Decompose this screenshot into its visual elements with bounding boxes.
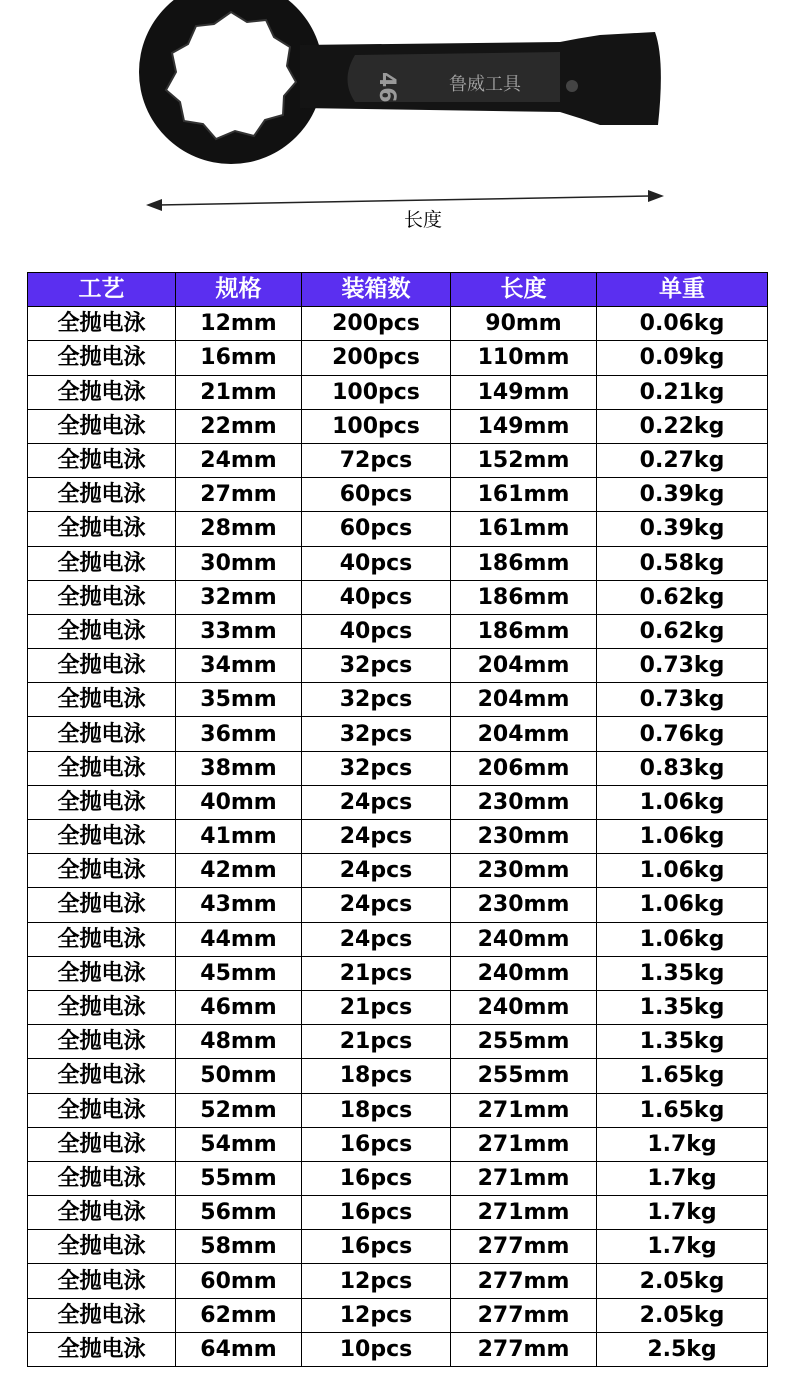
size-mark: 46: [374, 72, 399, 103]
table-row: [28, 443, 768, 477]
cell-carton-qty: 200pcs: [302, 341, 451, 375]
cell-process: 全抛电泳: [28, 375, 176, 409]
cell-length: 230mm: [451, 785, 597, 819]
cell-length: 204mm: [451, 683, 597, 717]
cell-size: 38mm: [176, 751, 302, 785]
cell-size: 34mm: [176, 649, 302, 683]
cell-carton-qty: 100pcs: [302, 375, 451, 409]
table-row: [28, 717, 768, 751]
cell-size: 50mm: [176, 1059, 302, 1093]
cell-unit-weight: 0.39kg: [597, 512, 768, 546]
cell-length: 277mm: [451, 1230, 597, 1264]
cell-carton-qty: 72pcs: [302, 443, 451, 477]
cell-carton-qty: 40pcs: [302, 580, 451, 614]
table-row: [28, 649, 768, 683]
cell-process: 全抛电泳: [28, 820, 176, 854]
cell-unit-weight: 0.09kg: [597, 341, 768, 375]
cell-length: 240mm: [451, 990, 597, 1024]
cell-carton-qty: 12pcs: [302, 1298, 451, 1332]
table-body: [28, 307, 768, 1367]
cell-unit-weight: 0.73kg: [597, 649, 768, 683]
cell-process: 全抛电泳: [28, 717, 176, 751]
cell-length: 271mm: [451, 1196, 597, 1230]
dimension-label: 长度: [403, 209, 443, 231]
table-row: [28, 375, 768, 409]
table-row: [28, 785, 768, 819]
table-row: [28, 580, 768, 614]
cell-carton-qty: 21pcs: [302, 1025, 451, 1059]
table-row: [28, 751, 768, 785]
table-row: [28, 512, 768, 546]
cell-carton-qty: 16pcs: [302, 1127, 451, 1161]
cell-carton-qty: 32pcs: [302, 683, 451, 717]
cell-size: 60mm: [176, 1264, 302, 1298]
cell-size: 24mm: [176, 443, 302, 477]
cell-unit-weight: 1.06kg: [597, 820, 768, 854]
cell-length: 204mm: [451, 717, 597, 751]
cell-carton-qty: 32pcs: [302, 751, 451, 785]
cell-length: 277mm: [451, 1332, 597, 1366]
cell-process: 全抛电泳: [28, 1264, 176, 1298]
cell-carton-qty: 24pcs: [302, 785, 451, 819]
cell-process: 全抛电泳: [28, 1161, 176, 1195]
cell-carton-qty: 16pcs: [302, 1161, 451, 1195]
cell-size: 54mm: [176, 1127, 302, 1161]
cell-unit-weight: 0.73kg: [597, 683, 768, 717]
cell-process: 全抛电泳: [28, 1093, 176, 1127]
cell-length: 186mm: [451, 546, 597, 580]
cell-length: 230mm: [451, 888, 597, 922]
cell-carton-qty: 60pcs: [302, 512, 451, 546]
cell-unit-weight: 0.27kg: [597, 443, 768, 477]
cell-size: 55mm: [176, 1161, 302, 1195]
cell-process: 全抛电泳: [28, 307, 176, 341]
wrench-product-image: [0, 0, 790, 272]
cell-size: 28mm: [176, 512, 302, 546]
cell-process: 全抛电泳: [28, 614, 176, 648]
cell-carton-qty: 21pcs: [302, 956, 451, 990]
cell-size: 46mm: [176, 990, 302, 1024]
cell-unit-weight: 0.76kg: [597, 717, 768, 751]
cell-length: 271mm: [451, 1093, 597, 1127]
cell-size: 22mm: [176, 409, 302, 443]
cell-carton-qty: 16pcs: [302, 1196, 451, 1230]
cell-unit-weight: 2.05kg: [597, 1298, 768, 1332]
cell-length: 271mm: [451, 1127, 597, 1161]
cell-carton-qty: 24pcs: [302, 820, 451, 854]
cell-process: 全抛电泳: [28, 1298, 176, 1332]
cell-length: 161mm: [451, 512, 597, 546]
cell-carton-qty: 24pcs: [302, 922, 451, 956]
cell-size: 58mm: [176, 1230, 302, 1264]
cell-carton-qty: 21pcs: [302, 990, 451, 1024]
cell-process: 全抛电泳: [28, 443, 176, 477]
cell-process: 全抛电泳: [28, 1059, 176, 1093]
cell-carton-qty: 24pcs: [302, 854, 451, 888]
cell-carton-qty: 24pcs: [302, 888, 451, 922]
cell-size: 30mm: [176, 546, 302, 580]
cell-unit-weight: 1.7kg: [597, 1230, 768, 1264]
table-row: [28, 307, 768, 341]
cell-length: 230mm: [451, 820, 597, 854]
cell-unit-weight: 1.06kg: [597, 888, 768, 922]
cell-process: 全抛电泳: [28, 1025, 176, 1059]
cell-process: 全抛电泳: [28, 1196, 176, 1230]
table-row: [28, 341, 768, 375]
table-row: [28, 1264, 768, 1298]
table-row: [28, 922, 768, 956]
cell-length: 271mm: [451, 1161, 597, 1195]
cell-process: 全抛电泳: [28, 546, 176, 580]
table-row: [28, 1093, 768, 1127]
table-header-row: [28, 273, 768, 307]
cell-length: 230mm: [451, 854, 597, 888]
table-row: [28, 614, 768, 648]
cell-length: 149mm: [451, 375, 597, 409]
cell-size: 12mm: [176, 307, 302, 341]
header-length: 长度: [451, 273, 597, 307]
cell-unit-weight: 0.06kg: [597, 307, 768, 341]
cell-unit-weight: 2.5kg: [597, 1332, 768, 1366]
engraving-text: 鲁威工具: [449, 74, 521, 95]
cell-process: 全抛电泳: [28, 751, 176, 785]
cell-length: 149mm: [451, 409, 597, 443]
table-row: [28, 1230, 768, 1264]
cell-unit-weight: 1.7kg: [597, 1196, 768, 1230]
cell-size: 42mm: [176, 854, 302, 888]
cell-length: 240mm: [451, 922, 597, 956]
table-row: [28, 1161, 768, 1195]
cell-size: 21mm: [176, 375, 302, 409]
cell-unit-weight: 1.35kg: [597, 1025, 768, 1059]
cell-length: 152mm: [451, 443, 597, 477]
cell-length: 186mm: [451, 614, 597, 648]
cell-carton-qty: 10pcs: [302, 1332, 451, 1366]
table-row: [28, 546, 768, 580]
cell-carton-qty: 18pcs: [302, 1059, 451, 1093]
cell-size: 64mm: [176, 1332, 302, 1366]
cell-process: 全抛电泳: [28, 512, 176, 546]
cell-unit-weight: 1.35kg: [597, 956, 768, 990]
cell-unit-weight: 0.58kg: [597, 546, 768, 580]
cell-unit-weight: 2.05kg: [597, 1264, 768, 1298]
cell-size: 56mm: [176, 1196, 302, 1230]
cell-size: 16mm: [176, 341, 302, 375]
cell-size: 36mm: [176, 717, 302, 751]
cell-carton-qty: 32pcs: [302, 649, 451, 683]
spec-table: [27, 272, 768, 1367]
cell-length: 110mm: [451, 341, 597, 375]
cell-unit-weight: 0.22kg: [597, 409, 768, 443]
table-row: [28, 683, 768, 717]
cell-unit-weight: 0.39kg: [597, 478, 768, 512]
cell-size: 52mm: [176, 1093, 302, 1127]
cell-length: 255mm: [451, 1059, 597, 1093]
cell-carton-qty: 16pcs: [302, 1230, 451, 1264]
cell-size: 48mm: [176, 1025, 302, 1059]
cell-unit-weight: 0.83kg: [597, 751, 768, 785]
table-row: [28, 854, 768, 888]
cell-process: 全抛电泳: [28, 990, 176, 1024]
cell-length: 161mm: [451, 478, 597, 512]
table-row: [28, 1059, 768, 1093]
cell-unit-weight: 0.62kg: [597, 614, 768, 648]
cell-process: 全抛电泳: [28, 580, 176, 614]
cell-size: 41mm: [176, 820, 302, 854]
cell-carton-qty: 18pcs: [302, 1093, 451, 1127]
spec-table-container: [27, 272, 767, 1367]
cell-carton-qty: 40pcs: [302, 614, 451, 648]
cell-unit-weight: 1.7kg: [597, 1127, 768, 1161]
table-row: [28, 956, 768, 990]
cell-size: 35mm: [176, 683, 302, 717]
table-row: [28, 820, 768, 854]
cell-length: 277mm: [451, 1298, 597, 1332]
table-row: [28, 990, 768, 1024]
cell-unit-weight: 1.06kg: [597, 785, 768, 819]
cell-process: 全抛电泳: [28, 1332, 176, 1366]
cell-size: 43mm: [176, 888, 302, 922]
cell-length: 206mm: [451, 751, 597, 785]
length-dimension-arrow: [146, 190, 664, 211]
cell-unit-weight: 1.65kg: [597, 1093, 768, 1127]
table-row: [28, 1332, 768, 1366]
table-row: [28, 1196, 768, 1230]
cell-process: 全抛电泳: [28, 409, 176, 443]
cell-process: 全抛电泳: [28, 854, 176, 888]
cell-length: 240mm: [451, 956, 597, 990]
table-row: [28, 478, 768, 512]
cell-size: 44mm: [176, 922, 302, 956]
cell-carton-qty: 200pcs: [302, 307, 451, 341]
cell-size: 40mm: [176, 785, 302, 819]
cell-process: 全抛电泳: [28, 478, 176, 512]
cell-unit-weight: 0.62kg: [597, 580, 768, 614]
cell-unit-weight: 1.06kg: [597, 922, 768, 956]
cell-carton-qty: 40pcs: [302, 546, 451, 580]
cell-length: 204mm: [451, 649, 597, 683]
cell-size: 45mm: [176, 956, 302, 990]
cell-process: 全抛电泳: [28, 683, 176, 717]
header-unit-weight: 单重: [597, 273, 768, 307]
cell-process: 全抛电泳: [28, 1230, 176, 1264]
cell-carton-qty: 100pcs: [302, 409, 451, 443]
cell-process: 全抛电泳: [28, 785, 176, 819]
cell-length: 186mm: [451, 580, 597, 614]
cell-process: 全抛电泳: [28, 341, 176, 375]
cell-process: 全抛电泳: [28, 1127, 176, 1161]
cell-length: 277mm: [451, 1264, 597, 1298]
table-row: [28, 1298, 768, 1332]
cell-size: 32mm: [176, 580, 302, 614]
cell-carton-qty: 12pcs: [302, 1264, 451, 1298]
cell-process: 全抛电泳: [28, 888, 176, 922]
cell-unit-weight: 1.7kg: [597, 1161, 768, 1195]
cell-unit-weight: 1.65kg: [597, 1059, 768, 1093]
cell-carton-qty: 60pcs: [302, 478, 451, 512]
cell-unit-weight: 1.35kg: [597, 990, 768, 1024]
table-row: [28, 409, 768, 443]
cell-process: 全抛电泳: [28, 956, 176, 990]
cell-process: 全抛电泳: [28, 649, 176, 683]
cell-process: 全抛电泳: [28, 922, 176, 956]
cell-size: 62mm: [176, 1298, 302, 1332]
table-row: [28, 888, 768, 922]
cell-size: 33mm: [176, 614, 302, 648]
cell-size: 27mm: [176, 478, 302, 512]
header-size: 规格: [176, 273, 302, 307]
table-row: [28, 1127, 768, 1161]
header-process: 工艺: [28, 273, 176, 307]
cell-unit-weight: 0.21kg: [597, 375, 768, 409]
cell-unit-weight: 1.06kg: [597, 854, 768, 888]
cell-length: 90mm: [451, 307, 597, 341]
cell-length: 255mm: [451, 1025, 597, 1059]
table-row: [28, 1025, 768, 1059]
cell-carton-qty: 32pcs: [302, 717, 451, 751]
header-carton-qty: 装箱数: [302, 273, 451, 307]
